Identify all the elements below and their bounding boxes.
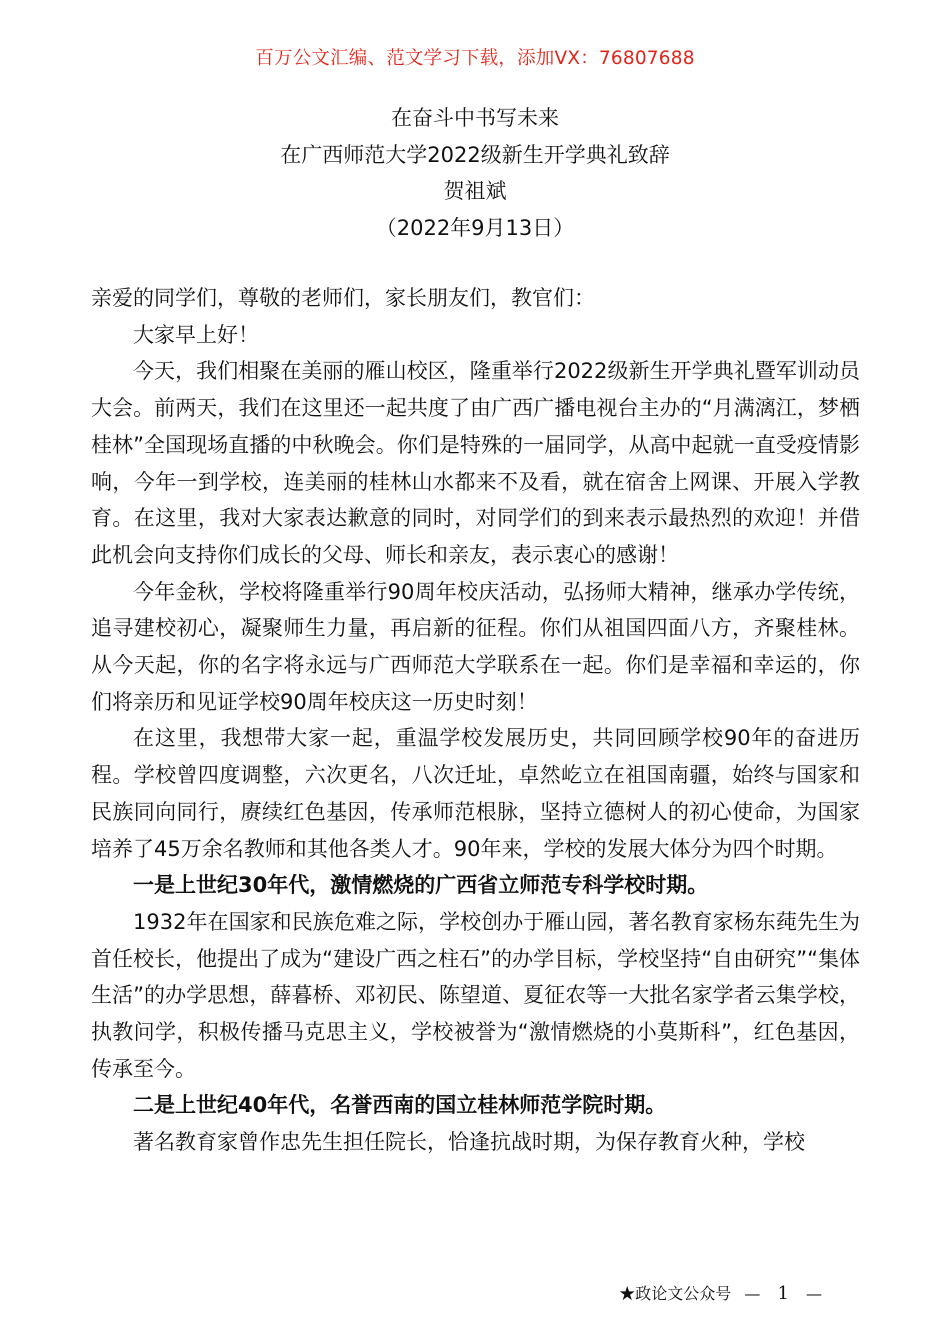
speech-date: （2022年9月13日） [375, 215, 575, 240]
author: 贺祖斌 [443, 179, 507, 204]
section-heading-1: 一是上世纪30年代，激情燃烧的广西省立师范专科学校时期。 [133, 873, 709, 898]
footer-source: ★政论文公众号 [619, 1284, 732, 1303]
paragraph-1: 今天，我们相聚在美丽的雁山校区，隆重举行2022级新生开学典礼暨军训动员大会。前两天，我们在这里还一起共度了由广西广播电视台主办的“月满漓江，梦栖桂林”全国现场直播的中秋晚会。你们是特殊的一届同学，从高中起就一直受疫情影响，今年一到学校，连美丽的桂林山水都来不及看，就在宿舍上网课、开展入学教育。在这里，我对大家表达歉意的同时，对同学们的到来表示最热烈的欢迎！并借此机会向支持你们成长的父母、师长和亲友，表示衷心的感谢！ [91, 359, 860, 567]
title-block [0, 100, 950, 246]
promo-banner: 百万公文汇编、范文学习下载，添加VX：76807688 [255, 48, 695, 69]
paragraph-3: 在这里，我想带大家一起，重温学校发展历史，共同回顾学校90年的奋进历程。学校曾四度调整，六次更名，八次迁址，卓然屹立在祖国南疆，始终与国家和民族同向同行，赓续红色基因，传承师范根脉，坚持立德树人的初心使命，为国家培养了45万余名教师和其他各类人才。90年来，学校的发展大体分为四个时期。 [91, 726, 860, 861]
page-number: 1 [777, 1283, 789, 1304]
main-title: 在奋斗中书写未来 [391, 106, 559, 130]
subtitle: 在广西师范大学2022级新生开学典礼致辞 [280, 142, 670, 167]
section-heading-2: 二是上世纪40年代，名誉西南的国立桂林师范学院时期。 [133, 1093, 667, 1118]
paragraph-5: 著名教育家曾作忠先生担任院长，恰逢抗战时期，为保存教育火种，学校 [133, 1130, 805, 1155]
footer-dash-right: — [806, 1284, 822, 1303]
speech-body [91, 280, 860, 1161]
page-footer [619, 1282, 830, 1306]
greeting: 大家早上好！ [133, 322, 259, 347]
salutation: 亲爱的同学们，尊敬的老师们，家长朋友们，教官们： [91, 286, 595, 310]
paragraph-2: 今年金秋，学校将隆重举行90周年校庆活动，弘扬师大精神，继承办学传统，追寻建校初心，凝聚师生力量，再启新的征程。你们从祖国四面八方，齐聚桂林。从今天起，你的名字将永远与广西师范大学联系在一起。你们是幸福和幸运的，你们将亲历和见证学校90周年校庆这一历史时刻！ [91, 579, 860, 714]
paragraph-4: 1932年在国家和民族危难之际，学校创办于雁山园，著名教育家杨东莼先生为首任校长，他提出了成为“建设广西之柱石”的办学目标，学校坚持“自由研究”“集体生活”的办学思想，薛暮桥、邓初民、陈望道、夏征农等一大批名家学者云集学校，执教问学，积极传播马克思主义，学校被誉为“激情燃烧的小莫斯科”，红色基因，传承至今。 [91, 909, 860, 1081]
footer-dash-left: — [744, 1284, 761, 1303]
